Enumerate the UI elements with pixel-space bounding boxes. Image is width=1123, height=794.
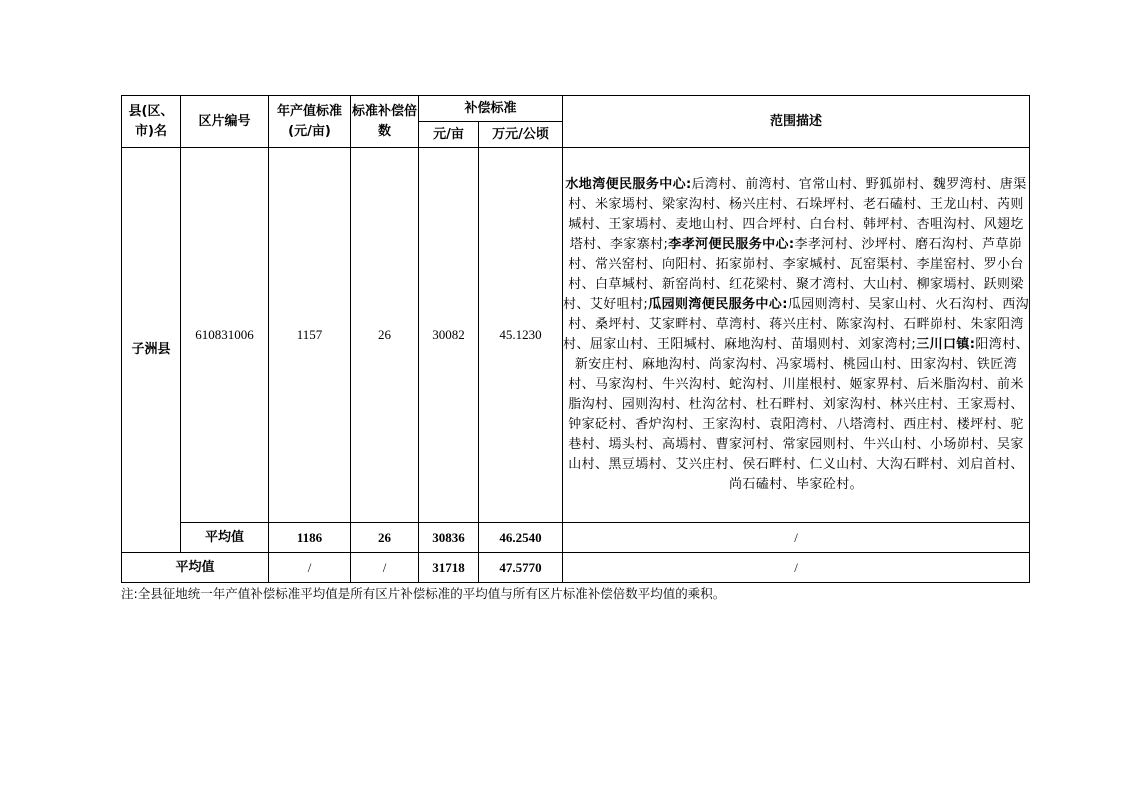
overall-average-yuan-per-mu: 31718 — [419, 553, 479, 583]
overall-average-label: 平均值 — [122, 553, 269, 583]
header-yuan-per-mu: 元/亩 — [419, 122, 479, 148]
overall-average-annual-value: / — [269, 553, 351, 583]
compensation-table — [121, 95, 1030, 583]
county-name: 子洲县 — [122, 148, 181, 553]
header-wan-per-ha: 万元/公顷 — [479, 122, 563, 148]
annual-value: 1157 — [269, 148, 351, 523]
overall-average-wan-per-ha: 47.5770 — [479, 553, 563, 583]
county-average-scope: / — [563, 523, 1030, 553]
header-scope: 范围描述 — [563, 96, 1030, 148]
village-list: 后湾村、前湾村、官常山村、野狐峁村、魏罗湾村、唐渠村、米家墕村、梁家沟村、杨兴庄村、石垛坪村、老石磕村、王龙山村、芮则堿村、王家墕村、麦地山村、四合坪村、白台村、韩坪村、杏咀沟村、风翅圪塔村、李家寨村; — [568, 177, 1027, 252]
table-row — [122, 553, 1030, 583]
header-compensation: 补偿标准 — [419, 96, 563, 122]
wan-per-ha: 45.1230 — [479, 148, 563, 523]
zone-id: 610831006 — [181, 148, 269, 523]
scope-description — [563, 148, 1030, 523]
service-center-name: 李孝河便民服务中心: — [668, 237, 795, 252]
footnote: 注:全县征地统一年产值补偿标准平均值是所有区片补偿标准的平均值与所有区片标准补偿倍数平均值的乘积。 — [121, 586, 726, 601]
table-row — [122, 148, 1030, 523]
service-center-name: 水地湾便民服务中心: — [565, 177, 692, 192]
village-list: 阳湾村、新安庄村、麻地沟村、尚家沟村、冯家墕村、桃园山村、田家沟村、铁匠湾村、马家沟村、牛兴沟村、蛇沟村、川崖根村、姬家界村、后米脂沟村、前米脂沟村、园则沟村、杜沟岔村、杜石畔村、刘家沟村、林兴庄村、王家焉村、钟家砭村、香炉沟村、王家沟村、袁阳湾村、八塔湾村、西庄村、楼坪村、驼巷村、墕头村、高墕村、曹家河村、常家园则村、牛兴山村、小场峁村、吴家山村、黑豆墕村、艾兴庄村、侯石畔村、仁义山村、大沟石畔村、刘启首村、尚石磕村、毕家砼村。 — [568, 337, 1030, 492]
header-annual-value: 年产值标准(元/亩) — [269, 96, 351, 148]
overall-average-multiple: / — [351, 553, 419, 583]
county-average-yuan-per-mu: 30836 — [419, 523, 479, 553]
county-average-wan-per-ha: 46.2540 — [479, 523, 563, 553]
service-center-name: 三川口镇: — [916, 337, 976, 352]
table-row — [122, 523, 1030, 553]
county-average-annual-value: 1186 — [269, 523, 351, 553]
county-average-label: 平均值 — [181, 523, 269, 553]
header-multiple: 标准补偿倍数 — [351, 96, 419, 148]
header-zone-id: 区片编号 — [181, 96, 269, 148]
county-average-multiple: 26 — [351, 523, 419, 553]
village-list: 李孝河村、沙坪村、磨石沟村、芦草峁村、常兴窑村、向阳村、拓家峁村、李家堿村、瓦窑渠村、李崖窑村、罗小台村、白草堿村、新窑尚村、红花梁村、聚才湾村、大山村、柳家墕村、跃则梁村、艾好咀村; — [563, 237, 1024, 312]
header-county: 县(区、市)名 — [122, 96, 181, 148]
multiple: 26 — [351, 148, 419, 523]
overall-average-scope: / — [563, 553, 1030, 583]
service-center-name: 瓜园则湾便民服务中心: — [648, 297, 788, 312]
yuan-per-mu: 30082 — [419, 148, 479, 523]
village-list: 瓜园则湾村、吴家山村、火石沟村、西沟村、桑坪村、艾家畔村、草湾村、蒋兴庄村、陈家沟村、石畔峁村、朱家阳湾村、屈家山村、王阳堿村、麻地沟村、苗塌则村、刘家湾村; — [563, 297, 1030, 352]
